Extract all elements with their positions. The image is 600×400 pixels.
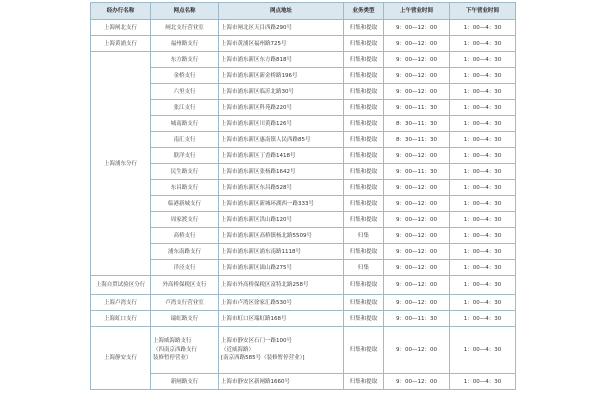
afternoon-hours: 1：00—4：30 (450, 327, 516, 374)
outlet-address: 上海市浦东新区丁香路1418号 (219, 148, 344, 164)
table-row (91, 116, 516, 132)
afternoon-hours: 1：00—4：30 (450, 212, 516, 228)
morning-hours: 9：00—12：00 (384, 374, 450, 390)
business-type: 归集和提取 (344, 212, 384, 228)
header-business-type: 业务类型 (344, 3, 384, 20)
outlet-address-line: （近威海路） (221, 346, 255, 353)
afternoon-hours: 1：00—4：30 (450, 196, 516, 212)
branch-schedule-table (90, 2, 516, 390)
morning-hours: 8：30—11：30 (384, 132, 450, 148)
outlet-name: 联洋支行 (151, 148, 219, 164)
table-row (91, 276, 516, 295)
outlet-address: 上海市浦东新区科苑路220号 (219, 100, 344, 116)
outlet-name: 民生路支行 (151, 164, 219, 180)
outlet-name: 福州路支行 (151, 36, 219, 52)
branch-cell: 上海静安支行 (91, 327, 151, 390)
outlet-address: 上海市浦东新区崮山路275号 (219, 260, 344, 276)
outlet-name: 瑞虹路支行 (151, 311, 219, 327)
outlet-address: 上海市浦东新区张杨路1642号 (219, 164, 344, 180)
afternoon-hours: 1：00—4：30 (450, 295, 516, 311)
business-type: 归集 (344, 228, 384, 244)
morning-hours: 9：00—12：00 (384, 327, 450, 374)
business-type: 归集和提取 (344, 276, 384, 295)
table-row (91, 260, 516, 276)
morning-hours: 9：00—12：00 (384, 68, 450, 84)
outlet-name: 张江支行 (151, 100, 219, 116)
table-row (91, 164, 516, 180)
header-handling-bank: 经办行名称 (91, 3, 151, 20)
outlet-name: 卢湾支行营业室 (151, 295, 219, 311)
outlet-address: 上海市静安区新闸路1660号 (219, 374, 344, 390)
morning-hours: 9：00—12：00 (384, 20, 450, 36)
table-row (91, 374, 516, 390)
branch-cell: 上海卢湾支行 (91, 295, 151, 311)
outlet-address-line: 上海市静安区石门一路100号 (221, 338, 292, 345)
outlet-name: 南汇支行 (151, 132, 219, 148)
outlet-address: 上海市闸北区天目西路290号 (219, 20, 344, 36)
outlet-address: 上海市浦东新区川黄路126号 (219, 116, 344, 132)
branch-cell: 上海浦东分行 (91, 52, 151, 276)
table-row (91, 228, 516, 244)
afternoon-hours: 1：00—4：30 (450, 36, 516, 52)
header-outlet-name: 网点名称 (151, 3, 219, 20)
business-type: 归集和提取 (344, 148, 384, 164)
business-type: 归集和提取 (344, 180, 384, 196)
morning-hours: 9：00—12：00 (384, 196, 450, 212)
outlet-address: 上海市虹口区瑞虹路168号 (219, 311, 344, 327)
business-type: 归集和提取 (344, 36, 384, 52)
outlet-address: 上海市浦东新区新城环湖西一路333号 (219, 196, 344, 212)
morning-hours: 9：00—12：00 (384, 36, 450, 52)
outlet-name: 东方路支行 (151, 52, 219, 68)
table-row (91, 180, 516, 196)
table-row (91, 311, 516, 327)
outlet-name: 六里支行 (151, 84, 219, 100)
business-type: 归集和提取 (344, 20, 384, 36)
outlet-address: 上海市浦东新区临沂北路30号 (219, 84, 344, 100)
table-row (91, 68, 516, 84)
morning-hours: 9：00—11：30 (384, 164, 450, 180)
morning-hours: 8：30—11：30 (384, 116, 450, 132)
outlet-address (219, 327, 344, 374)
business-type: 归集和提取 (344, 132, 384, 148)
afternoon-hours: 1：00—4：30 (450, 148, 516, 164)
morning-hours: 9：00—12：00 (384, 260, 450, 276)
business-type: 归集和提取 (344, 311, 384, 327)
afternoon-hours: 1：00—4：30 (450, 132, 516, 148)
business-type: 归集和提取 (344, 196, 384, 212)
table-row (91, 52, 516, 68)
table-row (91, 36, 516, 52)
outlet-name: 浦东南路支行 (151, 244, 219, 260)
outlet-address: 上海市卢湾区徐家汇路530号 (219, 295, 344, 311)
outlet-address: 上海市浦东新区新金桥路196号 (219, 68, 344, 84)
outlet-address-line: [南京西路585号（装修暂停营业）] (221, 355, 305, 362)
afternoon-hours: 1：00—4：30 (450, 260, 516, 276)
table-row (91, 100, 516, 116)
business-type: 归集和提取 (344, 295, 384, 311)
outlet-name (151, 327, 219, 374)
afternoon-hours: 1：00—4：30 (450, 276, 516, 295)
morning-hours: 9：00—12：00 (384, 228, 450, 244)
morning-hours: 9：00—11：30 (384, 100, 450, 116)
outlet-name: 金桥支行 (151, 68, 219, 84)
afternoon-hours: 1：00—4：30 (450, 20, 516, 36)
business-type: 归集和提取 (344, 84, 384, 100)
afternoon-hours: 1：00—4：30 (450, 374, 516, 390)
table-row (91, 244, 516, 260)
branch-cell: 上海自贸试验区分行 (91, 276, 151, 295)
business-type: 归集和提取 (344, 52, 384, 68)
afternoon-hours: 1：00—4：30 (450, 228, 516, 244)
morning-hours: 9：00—11：30 (384, 311, 450, 327)
outlet-address: 上海市浦东新区浦东南路1118号 (219, 244, 344, 260)
table-row (91, 295, 516, 311)
outlet-name: 高桥支行 (151, 228, 219, 244)
branch-cell: 上海闸北支行 (91, 20, 151, 36)
afternoon-hours: 1：00—4：30 (450, 84, 516, 100)
afternoon-hours: 1：00—4：30 (450, 244, 516, 260)
business-type: 归集和提取 (344, 244, 384, 260)
header-afternoon-hours: 下午营业时间 (450, 3, 516, 20)
outlet-address: 上海市黄浦区福州路725号 (219, 36, 344, 52)
afternoon-hours: 1：00—4：30 (450, 68, 516, 84)
morning-hours: 9：00—12：00 (384, 212, 450, 228)
outlet-name: 外高桥保税区支行 (151, 276, 219, 295)
morning-hours: 9：00—12：00 (384, 148, 450, 164)
morning-hours: 9：00—12：00 (384, 84, 450, 100)
outlet-name: 周家渡支行 (151, 212, 219, 228)
table-row (91, 20, 516, 36)
morning-hours: 9：00—12：00 (384, 244, 450, 260)
outlet-name: 临港新城支行 (151, 196, 219, 212)
afternoon-hours: 1：00—4：30 (450, 164, 516, 180)
afternoon-hours: 1：00—4：30 (450, 52, 516, 68)
business-type: 归集和提取 (344, 100, 384, 116)
outlet-name: 城南路支行 (151, 116, 219, 132)
outlet-name: 闸北支行营业室 (151, 20, 219, 36)
outlet-address: 上海市浦东新区东昌路528号 (219, 180, 344, 196)
morning-hours: 9：00—12：00 (384, 180, 450, 196)
outlet-name: 新闸路支行 (151, 374, 219, 390)
morning-hours: 9：00—12：00 (384, 276, 450, 295)
table-row (91, 196, 516, 212)
table-row (91, 327, 516, 374)
outlet-address: 上海市浦东新区东方路818号 (219, 52, 344, 68)
header-morning-hours: 上午营业时间 (384, 3, 450, 20)
outlet-name-line: （四南京西路支行 (153, 346, 198, 353)
branch-cell: 上海虹口支行 (91, 311, 151, 327)
afternoon-hours: 1：00—4：30 (450, 116, 516, 132)
business-type: 归集和提取 (344, 68, 384, 84)
table-row (91, 148, 516, 164)
header-outlet-address: 网点地址 (219, 3, 344, 20)
outlet-address: 上海市浦东新区惠南镇人民西路85号 (219, 132, 344, 148)
table-header-row (91, 3, 516, 20)
business-type: 归集和提取 (344, 327, 384, 374)
business-type: 归集 (344, 260, 384, 276)
outlet-address: 上海市浦东新区洪山路120号 (219, 212, 344, 228)
outlet-address: 上海市浦东新区高桥镇杨北路5509号 (219, 228, 344, 244)
afternoon-hours: 1：00—4：30 (450, 311, 516, 327)
afternoon-hours: 1：00—4：30 (450, 100, 516, 116)
outlet-name: 洋泾支行 (151, 260, 219, 276)
table-row (91, 212, 516, 228)
outlet-name-line: 上海威海路支行 (153, 338, 192, 345)
business-type: 归集和提取 (344, 164, 384, 180)
branch-cell: 上海黄浦支行 (91, 36, 151, 52)
outlet-name-line: 装修暂停营业） (153, 355, 192, 362)
table-row (91, 84, 516, 100)
business-type: 归集和提取 (344, 116, 384, 132)
outlet-name: 东昌路支行 (151, 180, 219, 196)
outlet-address: 上海市外高桥保税区富特北路258号 (219, 276, 344, 295)
morning-hours: 9：00—12：00 (384, 295, 450, 311)
table-row (91, 132, 516, 148)
business-type: 归集和提取 (344, 374, 384, 390)
afternoon-hours: 1：00—4：30 (450, 180, 516, 196)
morning-hours: 9：00—12：00 (384, 52, 450, 68)
